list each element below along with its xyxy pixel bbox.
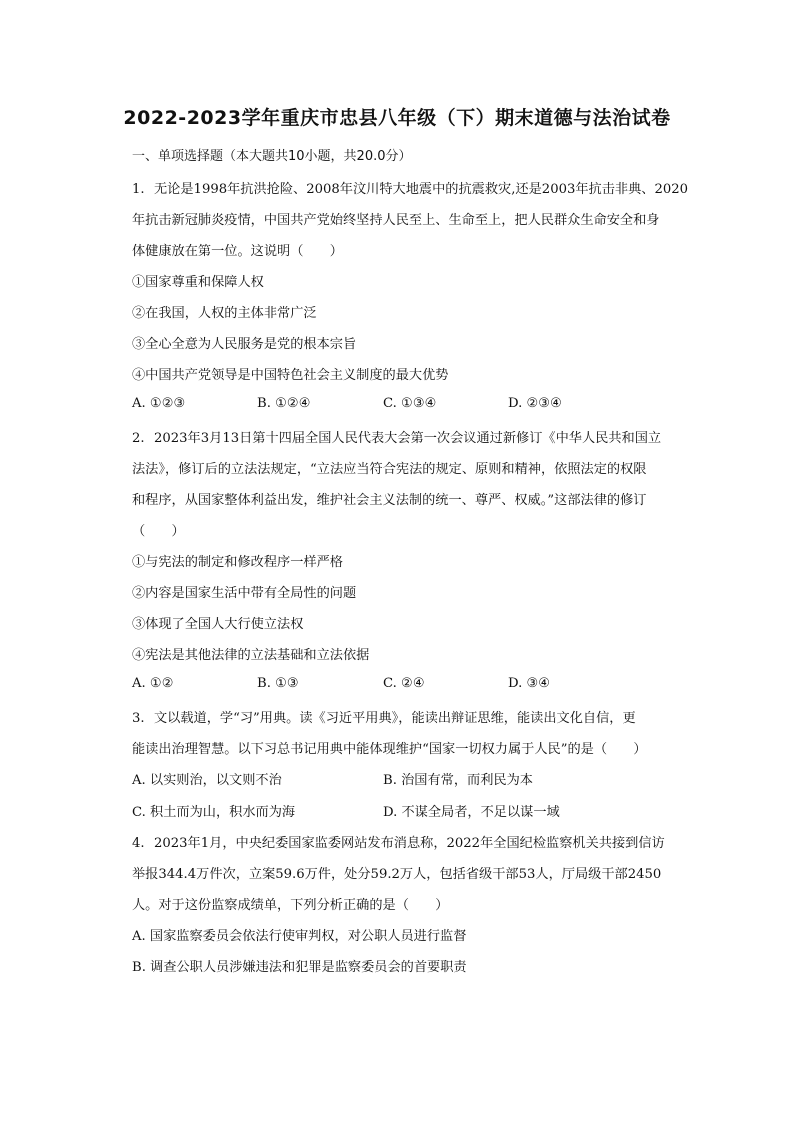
question-2-option-c[interactable]: C. ②④ [383,676,425,691]
question-2-statement: ③体现了全国人大行使立法权 [132,617,304,632]
question-1-option-d[interactable]: D. ②③④ [508,396,562,411]
page-title: 2022-2023学年重庆市忠县八年级（下）期末道德与法治试卷 [123,107,671,129]
question-1-line-2: 年抗击新冠肺炎疫情，中国共产党始终坚持人民至上、生命至上，把人民群众生命安全和身 [132,213,660,228]
question-1-statement: ③全心全意为人民服务是党的根本宗旨 [132,337,357,352]
section-heading: 一、单项选择题（本大题共10小题，共20.0分） [132,149,412,164]
question-2-number: 2. [132,431,145,446]
question-3-option-c[interactable]: C. 积土而为山，积水而为海 [132,805,296,820]
question-4-line-3: 人。对于这份监察成绩单，下列分析正确的是（ ） [132,898,449,913]
question-2-line-4: （ ） [132,524,185,539]
question-3-option-a[interactable]: A. 以实则治，以文则不治 [132,773,282,788]
question-3-number: 3. [132,711,145,726]
question-4-option-a[interactable]: A. 国家监察委员会依法行使审判权，对公职人员进行监督 [132,929,467,944]
question-1-option-c[interactable]: C. ①③④ [383,396,437,411]
question-1-option-a[interactable]: A. ①②③ [132,396,186,411]
question-2-statement: ②内容是国家生活中带有全局性的问题 [132,586,357,601]
question-3-line-1: 3. 文以载道，学“习”用典。读《习近平用典》，能读出辩证思维，能读出文化自信，更 [132,711,636,726]
question-4-option-b[interactable]: B. 调查公职人员涉嫌违法和犯罪是监察委员会的首要职责 [132,960,467,975]
question-3-option-d[interactable]: D. 不谋全局者，不足以谋一域 [383,805,560,820]
question-4-line-1: 4. 2023年1月，中央纪委国家监委网站发布消息称，2022年全国纪检监察机关共接到信访 [132,836,665,851]
question-3-line-2: 能读出治理智慧。以下习总书记用典中能体现维护“国家一切权力属于人民”的是（ ） [132,742,647,757]
question-3-option-b[interactable]: B. 治国有常，而利民为本 [383,773,533,788]
question-2-option-d[interactable]: D. ③④ [508,676,551,691]
question-2-line-3: 和程序，从国家整体利益出发，维护社会主义法制的统一、尊严、权威。”这部法律的修订 [132,493,647,508]
question-2-line-1: 2. 2023年3月13日第十四届全国人民代表大会第一次会议通过新修订《中华人民共和国立 [132,431,662,446]
question-4-line-2: 举报344.4万件次，立案59.6万件，处分59.2万人，包括省级干部53人，厅局级干部2450 [132,867,662,882]
question-2-line-2: 法法》，修订后的立法法规定，“立法应当符合宪法的规定、原则和精神，依照法定的权限 [132,462,647,477]
question-2-statement: ①与宪法的制定和修改程序一样严格 [132,555,343,570]
question-1-line-3: 体健康放在第一位。这说明（ ） [132,244,343,259]
question-1-statement: ②在我国，人权的主体非常广泛 [132,306,317,321]
question-1-line-1: 1. 无论是1998年抗洪抢险、2008年汶川特大地震中的抗震救灾,还是2003年抗击非典、2020 [132,182,689,197]
question-1-statement: ①国家尊重和保障人权 [132,275,264,290]
question-2-option-a[interactable]: A. ①② [132,676,174,691]
question-4-number: 4. [132,836,145,851]
question-2-option-b[interactable]: B. ①③ [257,676,299,691]
question-1-statement: ④中国共产党领导是中国特色社会主义制度的最大优势 [132,368,449,383]
question-2-statement: ④宪法是其他法律的立法基础和立法依据 [132,648,370,663]
question-1-number: 1. [132,182,145,197]
question-1-option-b[interactable]: B. ①②④ [257,396,311,411]
